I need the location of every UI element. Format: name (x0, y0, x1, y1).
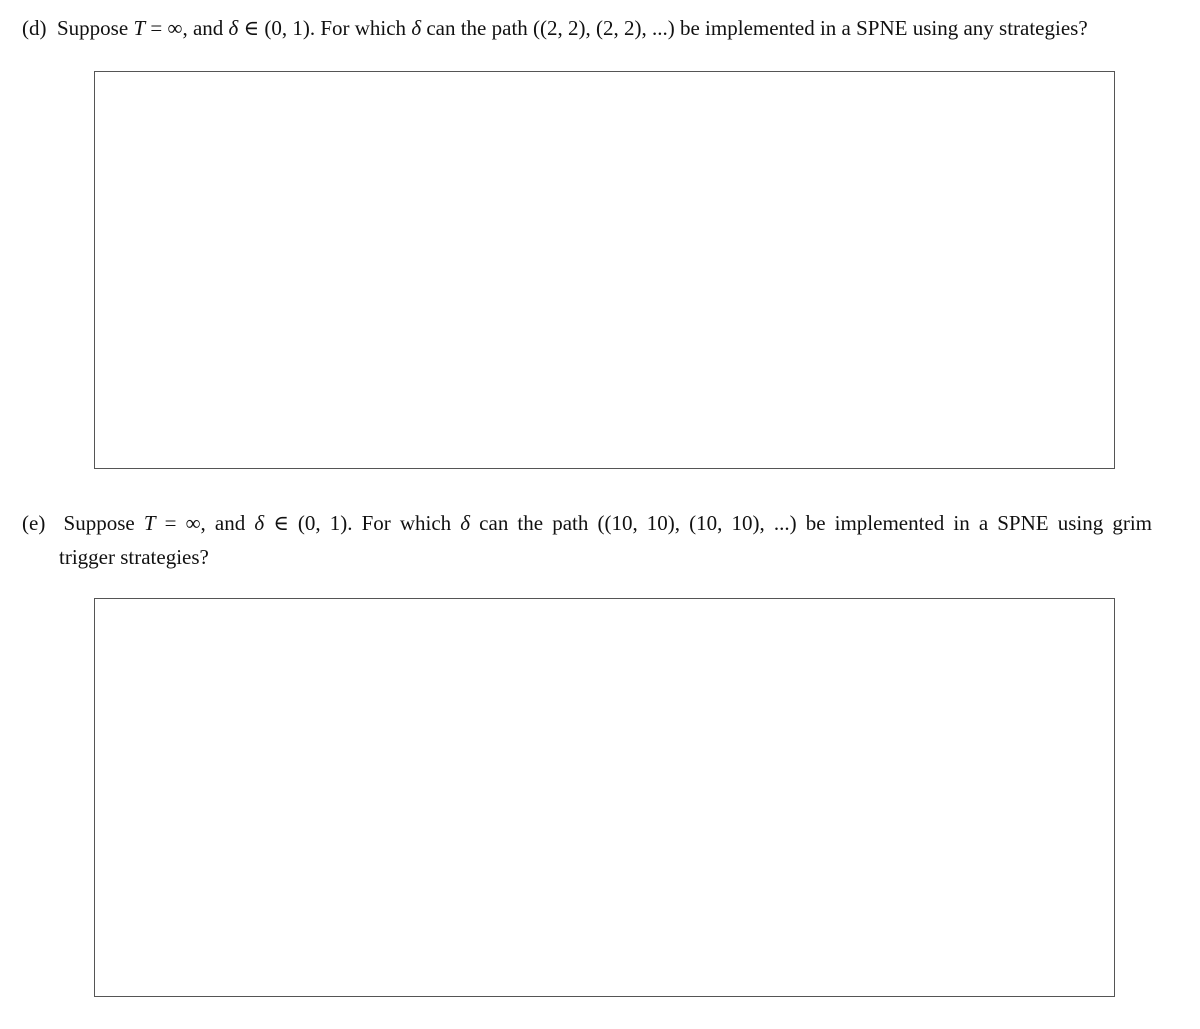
answer-box-d[interactable] (94, 71, 1115, 469)
question-e-text-after: can the path ((10, 10), (10, 10), ...) be implemented in a SPNE using grim (470, 511, 1152, 535)
question-d-text-after: can the path ((2, 2), (2, 2), ...) be implemented in a SPNE using any strategies? (421, 16, 1088, 40)
question-d-text-eq: = ∞, and (145, 16, 229, 40)
answer-box-e[interactable] (94, 598, 1115, 997)
question-e-line-2: trigger strategies? (59, 545, 209, 569)
variable-delta: δ (228, 16, 239, 40)
question-e-line-1 (22, 506, 1152, 540)
question-d-label: (d) (22, 16, 47, 40)
question-e-text-eq: = ∞, and (155, 511, 255, 535)
variable-T: T (133, 16, 146, 40)
variable-delta: δ (411, 16, 422, 40)
question-e-text-mid: ∈ (0, 1). For which (264, 511, 461, 535)
question-d-text-mid: ∈ (0, 1). For which (238, 16, 412, 40)
question-e-text (22, 506, 1162, 574)
question-d-text (22, 11, 1182, 45)
question-e-label: (e) (22, 511, 46, 535)
question-d-text-before: Suppose (57, 16, 134, 40)
variable-delta: δ (460, 511, 471, 535)
variable-delta: δ (254, 511, 265, 535)
variable-T: T (143, 511, 156, 535)
question-e-text-before: Suppose (63, 511, 144, 535)
